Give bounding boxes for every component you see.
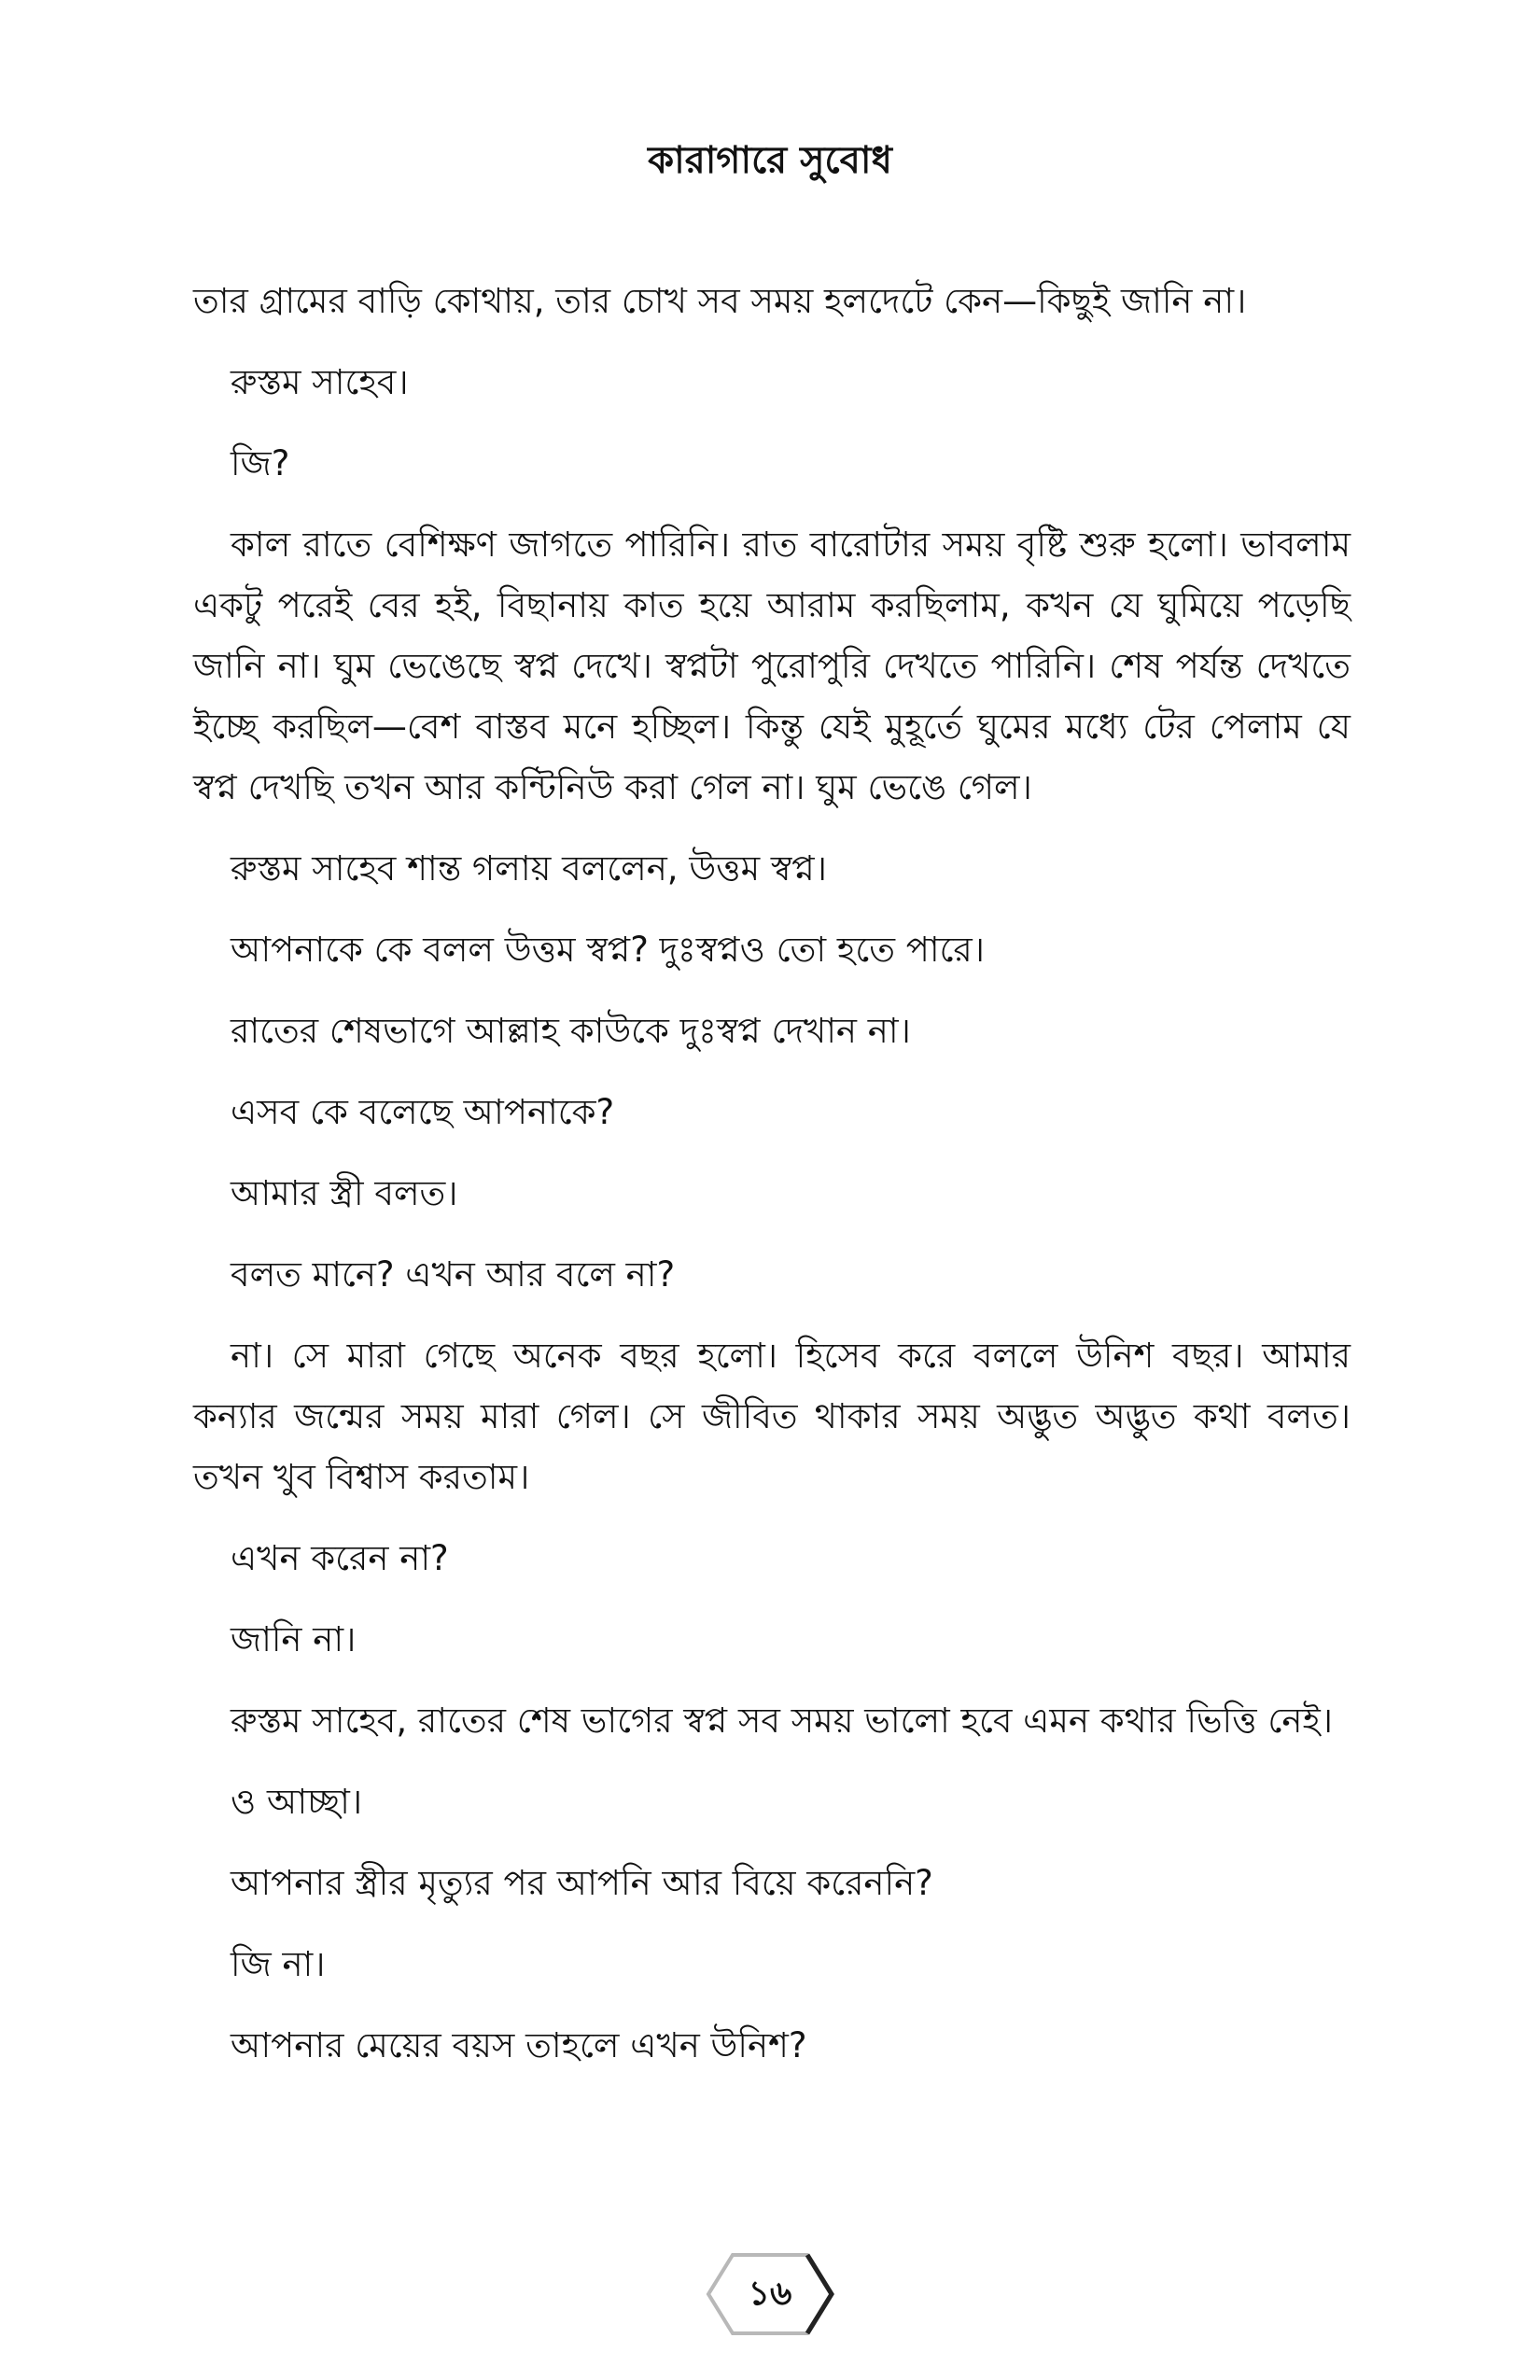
paragraph: না। সে মারা গেছে অনেক বছর হলো। হিসেব করে বললে উনিশ বছর। আমার কন্যার জন্মের সময় মারা গেল। সে জীবিত থাকার সময় অদ্ভুত অদ্ভুত কথা বলত। তখন খুব বিশ্বাস করতাম। bbox=[193, 1336, 1351, 1497]
paragraph: বলত মানে? এখন আর বলে না? bbox=[231, 1254, 676, 1295]
paragraph: আমার স্ত্রী বলত। bbox=[231, 1173, 458, 1213]
paragraph: তার গ্রামের বাড়ি কোথায়, তার চোখ সব সময় হলদেটে কেন—কিছুই জানি না। bbox=[193, 281, 1247, 321]
paragraph: জি? bbox=[231, 443, 290, 483]
paragraph: আপনার স্ত্রীর মৃত্যুর পর আপনি আর বিয়ে করেননি? bbox=[231, 1863, 933, 1903]
paragraph: আপনার মেয়ের বয়স তাহলে এখন উনিশ? bbox=[231, 2025, 807, 2065]
paragraph: এখন করেন না? bbox=[231, 1538, 449, 1578]
paragraph: আপনাকে কে বলল উত্তম স্বপ্ন? দুঃস্বপ্নও তো হতে পারে। bbox=[231, 930, 986, 970]
paragraph: রুস্তম সাহেব। bbox=[231, 362, 409, 402]
page-number: ১৬ bbox=[748, 2275, 792, 2313]
paragraph: জি না। bbox=[231, 1944, 326, 1984]
paragraph: রুস্তম সাহেব শান্ত গলায় বললেন, উত্তম স্বপ্ন। bbox=[231, 848, 828, 889]
paragraph: ও আচ্ছা। bbox=[231, 1782, 363, 1822]
paragraph: কাল রাতে বেশিক্ষণ জাগতে পারিনি। রাত বারোটার সময় বৃষ্টি শুরু হলো। ভাবলাম একটু পরেই বের হই, বিছানায় কাত হয়ে আরাম করছিলাম, কখন যে ঘুমিয়ে পড়েছি জানি না। ঘুম ভেঙেছে স্বপ্ন দেখে। স্বপ্নটা পুরোপুরি দেখতে পারিনি। শেষ পর্যন্ত দেখতে ইচ্ছে করছিল—বেশ বাস্তব মনে হচ্ছিল। কিন্তু যেই মুহূর্তে ঘুমের মধ্যে টের পেলাম যে স্বপ্ন দেখছি তখন আর কন্টিনিউ করা গেল না। ঘুম ভেঙে গেল। bbox=[193, 525, 1351, 807]
page-title: কারাগারে সুবোধ bbox=[648, 139, 892, 182]
page-number-badge bbox=[705, 2247, 835, 2341]
paragraph: রুস্তম সাহেব, রাতের শেষ ভাগের স্বপ্ন সব সময় ভালো হবে এমন কথার ভিত্তি নেই। bbox=[231, 1701, 1333, 1741]
paragraph: এসব কে বলেছে আপনাকে? bbox=[231, 1092, 615, 1132]
paragraph: রাতের শেষভাগে আল্লাহ কাউকে দুঃস্বপ্ন দেখান না। bbox=[231, 1011, 911, 1051]
body-text bbox=[193, 271, 1351, 2096]
paragraph: জানি না। bbox=[231, 1619, 357, 1659]
